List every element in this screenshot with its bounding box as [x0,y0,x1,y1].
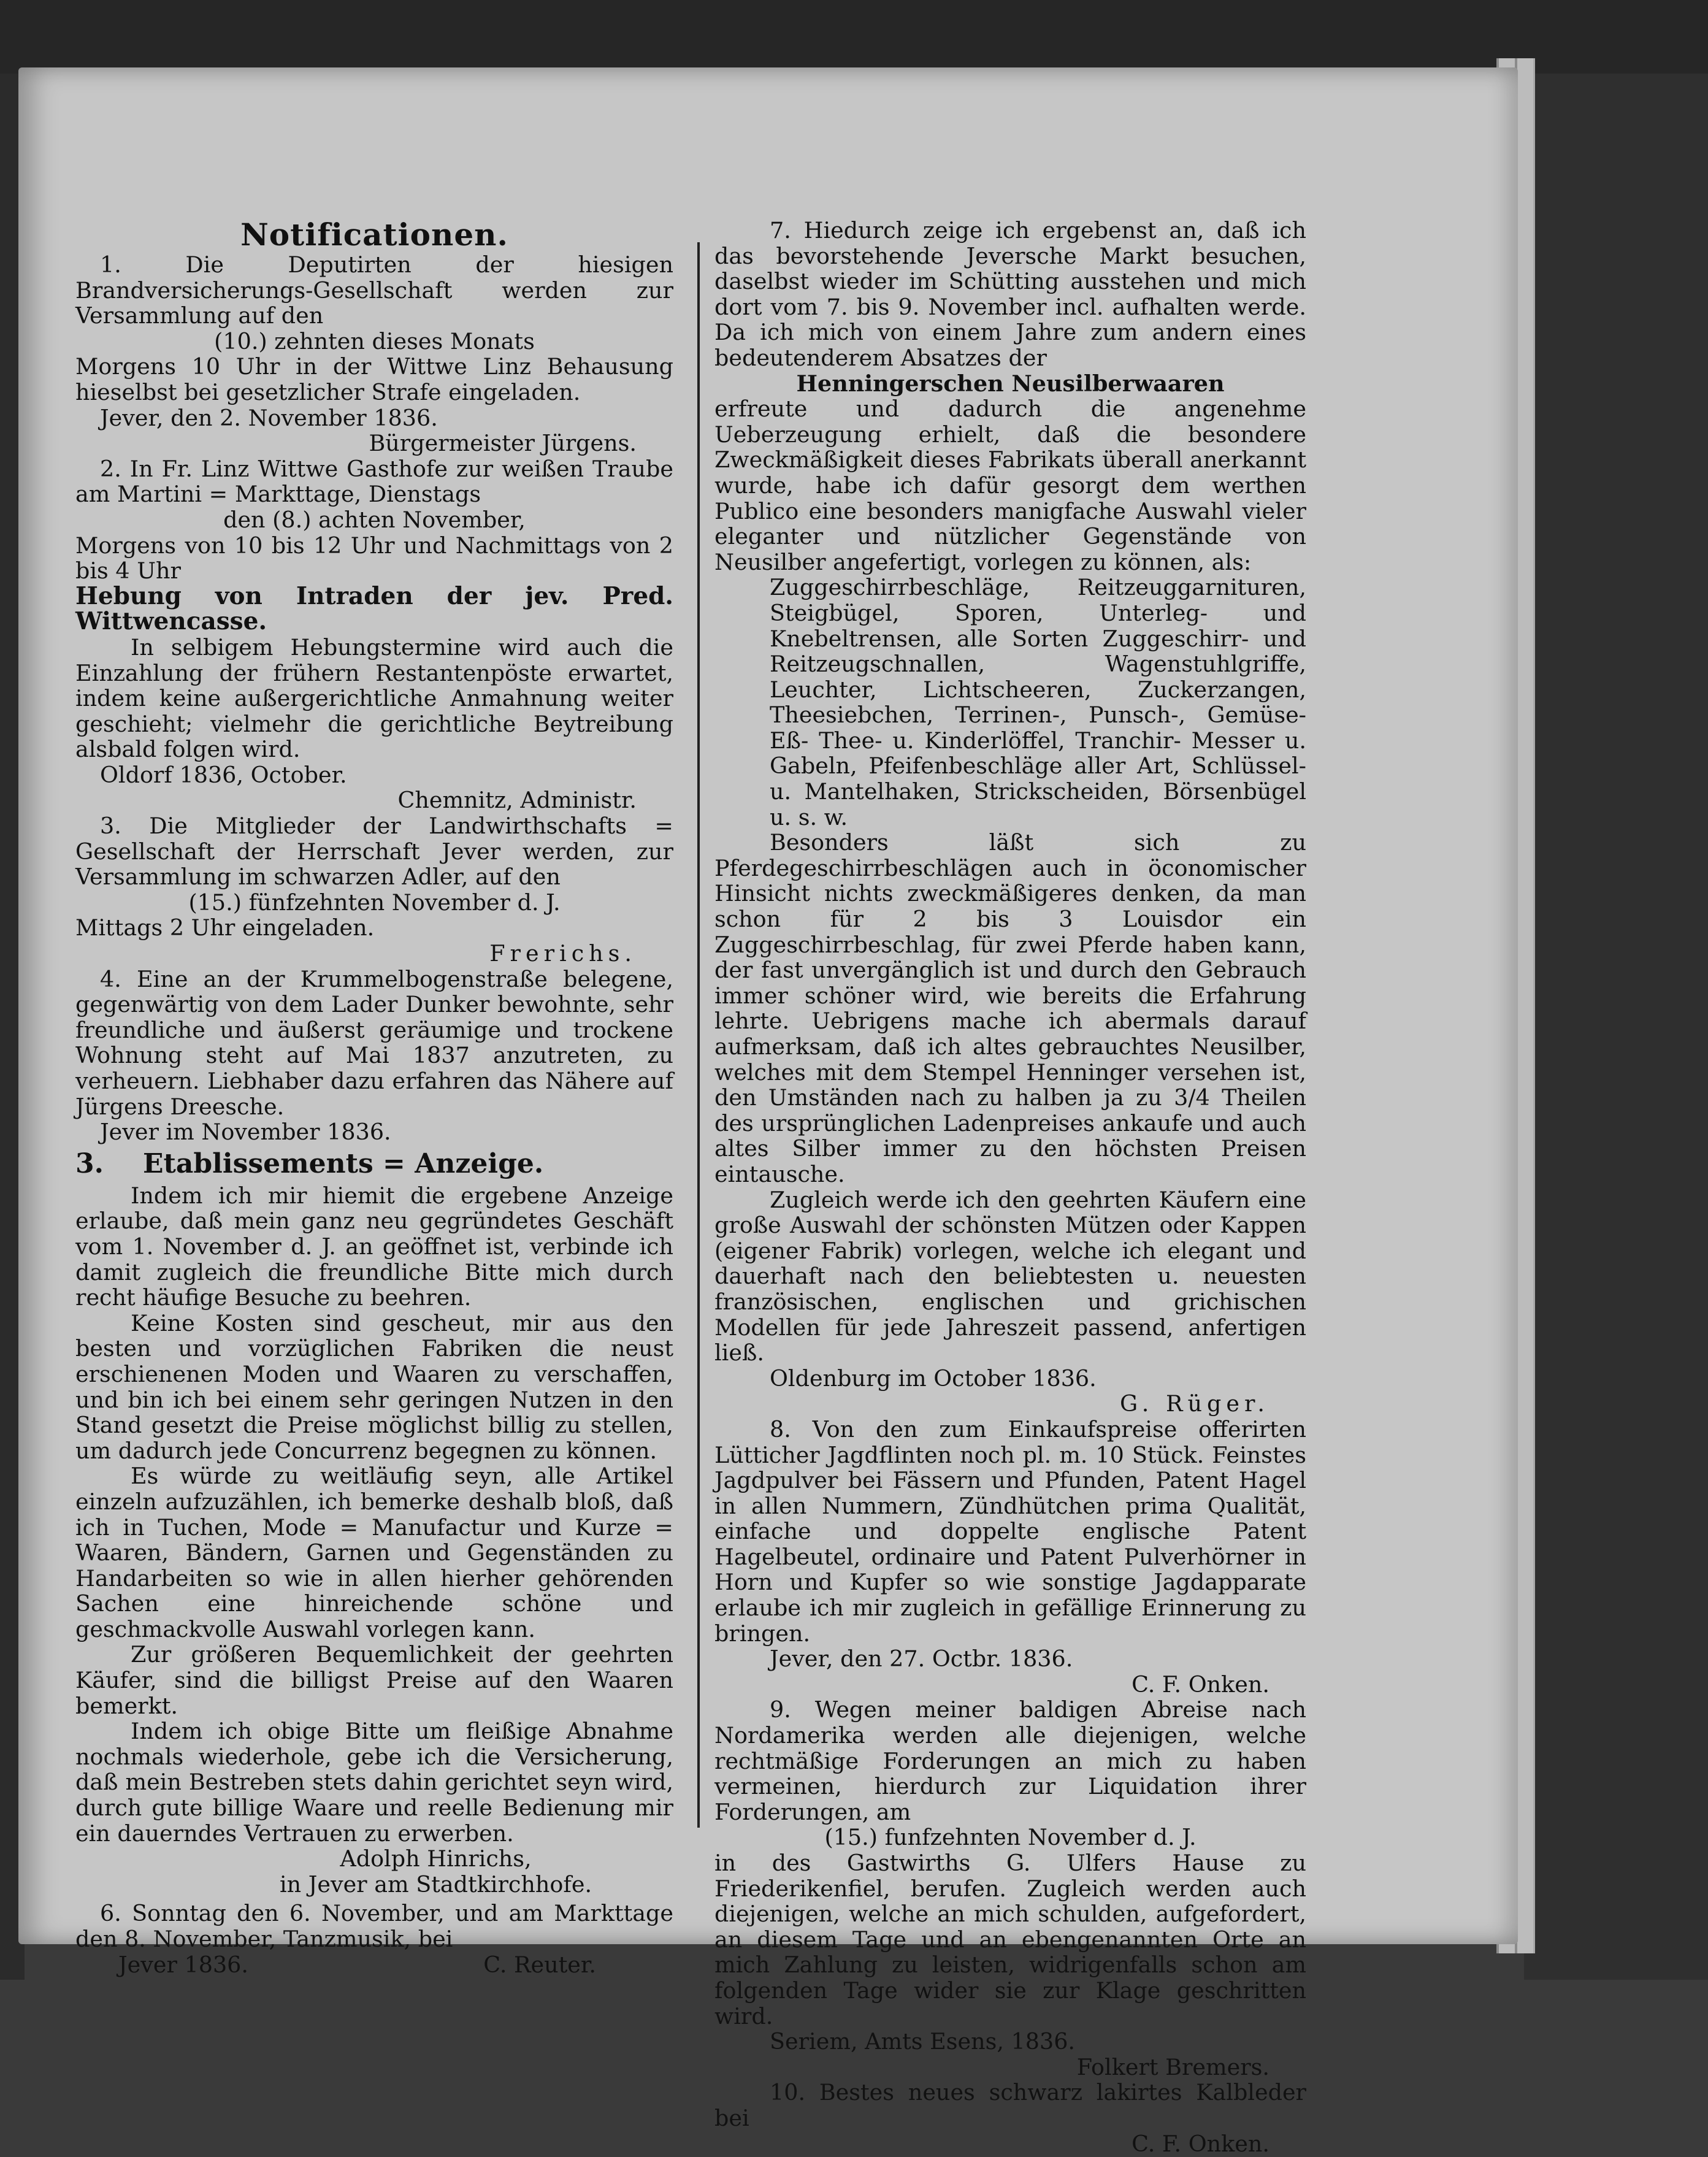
notice-10-signature: C. F. Onken. [1132,2130,1270,2157]
notice-7-paragraph: Besonders läßt sich zu Pferdegeschirrbeschlägen auch in öconomischer Hinsicht nichts zweckmäßigeres denken, da man schon für 2 bis 3 Louisdor ein Zuggeschirrbeschlag, für zwei Pferde haben kann, der fast unvergänglich ist und durch den Gebrauch immer schöner wird, wie bereits die Erfahrung lehrte. Uebrigens mache ich abermals darauf aufmerksam, daß ich altes gebrauchtes Neusilber, welches mit dem Stempel Henninger versehen ist, den Umständen nach zu halben ja zu 3/4 Theilen des ursprünglichen Ladenpreises ankaufe und auch altes Silber immer zu den höchsten Preisen eintausche. [714,829,1306,1187]
notice-6-signature: C. Reuter. [483,1951,596,1978]
notice-9-place: Seriem, Amts Esens, 1836. [770,2028,1076,2055]
section-heading-title: Etablissements = Anzeige. [143,1147,544,1179]
scan-background [0,0,1708,74]
newspaper-page [18,67,1518,2157]
notice-2-date: den (8.) achten November, [223,506,526,533]
notice-7-paragraph: Zugleich werde ich den geehrten Käufern eine große Auswahl der schönsten Mützen oder Kappen (eigener Fabrik) vorlegen, welche ich elegant und dauerhaft nach den beliebtesten u. neuesten französischen, englischen und grichischen Modellen für jede Jahreszeit passend, anfertigen ließ. [714,1186,1306,1366]
notice-4: 4. Eine an der Krummelbogenstraße belegene, gegenwärtig von dem Lader Dunker bewohnte, sehr freundliche und äußerst geräumige und trockene Wohnung steht auf Mai 1837 anzutreten, zu verheuern. Liebhaber dazu erfahren das Nähere auf Jürgens Dreesche. [75,965,673,1120]
notice-3-time: Mittags 2 Uhr eingeladen. [75,914,375,941]
notice-1-date: (10.) zehnten dieses Monats [214,328,535,354]
left-column [75,218,673,1977]
notice-8: 8. Von den zum Einkaufspreise offerirten Lütticher Jagdflinten noch pl. m. 10 Stück. Feinstes Jagdpulver bei Fässern und Pfunden, Patent Hagel in allen Nummern, Zündhütchen prima Qualität, einfache und doppelte englische Patent Hagelbeutel, ordinaire und Patent Pulverhörner in Horn und Kupfer so wie sonstige Jagdapparate erlaube ich mir zugleich in gefällige Erinnerung zu bringen. [714,1416,1306,1647]
notice-7-product: Henningerschen Neusilberwaaren [796,370,1225,397]
right-column [714,218,1306,2156]
ad-signature: Adolph Hinrichs, [340,1845,532,1872]
notice-7-signature: G. Rüger. [1119,1390,1270,1417]
notice-7-text: erfreute und dadurch die angenehme Ueberzeugung erhielt, daß die besondere Zweckmäßigkeit dieses Fabrikats überall anerkannt wurde, habe ich dafür gesorgt dem werthen Publico eine besonders manigfache Auswahl vieler eleganter und nützlicher Gegenstände von Neusilber angefertigt, vorlegen zu können, als: [714,396,1306,575]
notice-9-text: in des Gastwirths G. Ulfers Hause zu Friederikenfiel, berufen. Zugleich werden auch diejenigen, welche an mich schulden, aufgefordert, an diesem Tage und an ebengenannten Orte an mich Zahlung zu leisten, widrigenfalls schon am folgenden Tage wider sie zur Klage geschritten wird. [714,1850,1306,2029]
notice-1-place: Jever, den 2. November 1836. [100,404,438,431]
notice-2-time: Morgens von 10 bis 12 Uhr und Nachmittags von 2 bis 4 Uhr [75,532,673,584]
ad-paragraph: Es würde zu weitläufig seyn, alle Artikel einzeln aufzuzählen, ich bemerke deshalb bloß, daß ich in Tuchen, Mode = Manufactur und Kurze = Waaren, Bändern, Garnen und Gegenständen zu Handarbeiten so wie in allen hierher gehörenden Sachen eine hinreichende schöne und geschmackvolle Auswahl vorlegen kann. [75,1463,673,1642]
ad-paragraph: Zur größeren Bequemlichkeit der geehrten Käufer, sind die billigst Preise auf den Waaren bemerkt. [75,1641,673,1719]
notice-2-headline: Hebung von Intraden der jev. Pred. Wittwencasse. [75,581,673,636]
column-rule [697,242,700,1828]
notice-7-place: Oldenburg im October 1836. [770,1365,1097,1392]
ad-paragraph: Indem ich obige Bitte um fleißige Abnahme nochmals wiederhole, gebe ich die Versicherung, daß mein Bestreben stets dahin gerichtet seyn wird, durch gute billige Waare und reelle Bedienung mir ein dauerndes Vertrauen zu erwerben. [75,1718,673,1847]
notice-7-list: Zuggeschirrbeschläge, Reitzeuggarnituren, Steigbügel, Sporen, Unterleg- und Knebeltrensen, alle Sorten Zuggeschirr- und Reitzeugschnallen, Wagenstuhlgriffe, Leuchter, Lichtscheeren, Zuckerzangen, Theesiebchen, Terrinen-, Punsch-, Gemüse- Eß- Thee- u. Kinderlöffel, Tranchir- Messer u. Gabeln, Pfeifenbeschläge aller Art, Schlüssel- u. Mantelhaken, Strickscheiden, Börsenbügel u. s. w. [770,574,1306,830]
ad-paragraph: Indem ich mir hiemit die ergebene Anzeige erlaube, daß mein ganz neu gegründetes Geschäft vom 1. November d. J. an geöffnet ist, verbinde ich damit zugleich die freundliche Bitte mich durch recht häufige Besuche zu beehren. [75,1182,673,1311]
notice-9-date: (15.) funfzehnten November d. J. [824,1824,1197,1851]
notice-6-footer [75,1952,673,1978]
ad-paragraph: Keine Kosten sind gescheut, mir aus den besten und vorzüglichen Fabriken die neust erschienenen Moden und Waaren zu verschaffen, und bin ich bei einem sehr geringen Nutzen in den Stand gesetzt die Preise möglichst billig zu stellen, um dadurch jede Concurrenz begegnen zu können. [75,1309,673,1464]
notice-2-place: Oldorf 1836, October. [100,761,347,788]
notice-2-signature: Chemnitz, Administr. [397,787,637,814]
notice-1-signature: Bürgermeister Jürgens. [369,430,637,457]
notice-10: 10. Bestes neues schwarz lakirtes Kalbleder bei [714,2079,1306,2131]
notice-2-text: In selbigem Hebungstermine wird auch die Einzahlung der frühern Restantenpöste erwartet, indem keine außergerichtliche Anmahnung weiter geschieht; vielmehr die gerichtliche Beytreibung alsbald folgen wird. [75,634,673,763]
notice-8-signature: C. F. Onken. [1132,1671,1270,1698]
section-title: Notificationen. [240,216,508,253]
notice-6-place: Jever 1836. [118,1951,248,1978]
notice-9: 9. Wegen meiner baldigen Abreise nach Nordamerika werden alle diejenigen, welche rechtmäßige Forderungen an mich zu haben vermeinen, hierdurch zur Liquidation ihrer Forderungen, am [714,1696,1306,1825]
notice-7: 7. Hiedurch zeige ich ergebenst an, daß ich das bevorstehende Jeversche Markt besuchen, daselbst wieder im Schütting ausstehen und mich dort vom 7. bis 9. November incl. aufhalten werde. Da ich mich von einem Jahre zum andern eines bedeutenderem Absatzes der [714,217,1306,371]
notice-6: 6. Sonntag den 6. November, und am Markttage den 8. November, Tanzmusik, bei [75,1900,673,1952]
notice-3: 3. Die Mitglieder der Landwirthschafts = Gesellschaft der Herrschaft Jever werden, zur Versammlung im schwarzen Adler, auf den [75,813,673,891]
notice-2: 2. In Fr. Linz Wittwe Gasthofe zur weißen Traube am Martini = Markttage, Dienstags [75,455,673,508]
notice-3-date: (15.) fünfzehnten November d. J. [188,889,561,916]
section-number: 3. [75,1147,104,1179]
section-heading [75,1147,673,1181]
notice-3-signature: Frerichs. [489,940,637,967]
notice-4-place: Jever im November 1836. [100,1119,391,1146]
notice-1-text: Morgens 10 Uhr in der Wittwe Linz Behausung hieselbst bei gesetzlicher Strafe eingeladen. [75,353,673,405]
book-edge-right [1524,74,1708,1980]
notice-8-place: Jever, den 27. Octbr. 1836. [770,1646,1073,1672]
notice-9-signature: Folkert Bremers. [1076,2053,1270,2080]
notice-1: 1. Die Deputirten der hiesigen Brandversicherungs-Gesellschaft werden zur Versammlung auf den [75,251,673,329]
ad-signature-address: in Jever am Stadtkirchhofe. [279,1871,592,1898]
